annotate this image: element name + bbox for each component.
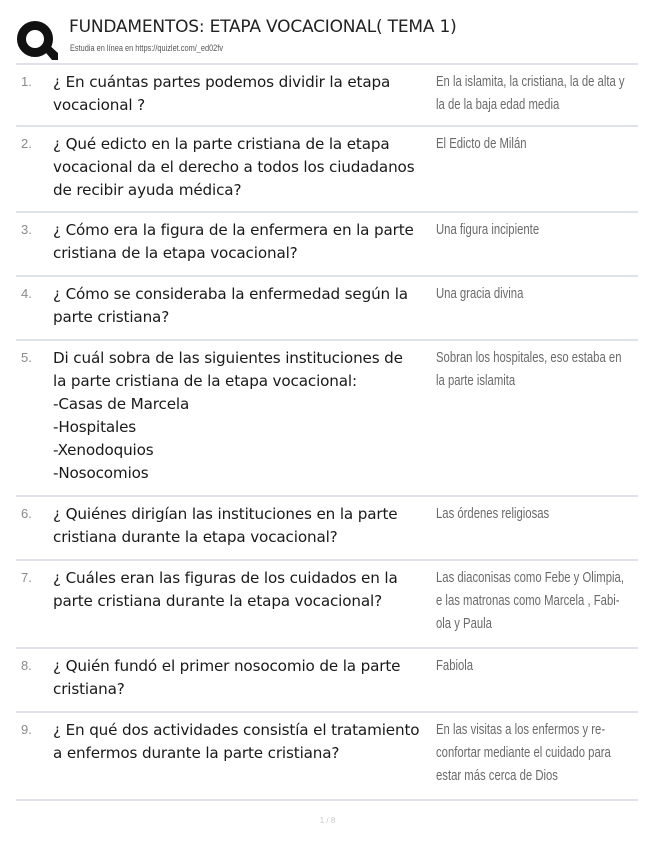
flashcard-row [16,339,638,495]
item-number: 7. [21,570,32,585]
question-text: Di cuál sobra de las siguientes instituciones de la parte cristiana de la etapa vocacional: -Casas de Marcela -Hospitales -Xenodoquios -Nosocomios [53,349,403,482]
flashcard-row [16,647,638,711]
answer-text: En la islamita, la cristiana, la de alta y la de la baja edad media [436,74,625,113]
question-text: ¿ Qué edicto en la parte cristiana de la etapa vocacional da el derecho a todos los ciudadanos de recibir ayuda médica? [53,135,415,199]
item-number: 4. [21,286,32,301]
flashcard-row [16,125,638,211]
answer-text: El Edicto de Milán [436,136,527,152]
item-number: 1. [21,74,32,89]
answer-text: Una gracia divina [436,286,524,302]
item-number: 6. [21,506,32,521]
item-number: 5. [21,350,32,365]
answer-text: Fabiola [436,658,474,674]
question-text: ¿ Quiénes dirigían las instituciones en la parte cristiana durante la etapa vocacional? [53,505,398,546]
quizlet-logo-icon [16,20,58,62]
question-text: ¿ En qué dos actividades consistía el tratamiento a enfermos durante la parte cristiana? [53,721,420,762]
document-title: FUNDAMENTOS: ETAPA VOCACIONAL( TEMA 1) [69,17,457,37]
item-number: 2. [21,136,32,151]
answer-text: En las visitas a los enfermos y re- confortar mediante el cuidado para estar más cerca de Dios [436,722,611,784]
flashcard-row [16,495,638,559]
question-text: ¿ Cuáles eran las figuras de los cuidados en la parte cristiana durante la etapa vocacional? [53,569,398,610]
page-number: 1 / 8 [319,816,336,825]
flashcard-row [16,559,638,647]
bottom-divider [16,799,638,801]
answer-text: Sobran los hospitales, eso estaba en la parte islamita [436,350,622,389]
flashcard-row [16,211,638,275]
item-number: 3. [21,222,32,237]
document-header [14,16,644,58]
answer-text: Las diaconisas como Febe y Olimpia, e las matronas como Marcela , Fabi- ola y Paula [436,570,624,632]
answer-text: Las órdenes religiosas [436,506,550,522]
flashcard-row [16,711,638,797]
question-text: ¿ Cómo era la figura de la enfermera en la parte cristiana de la etapa vocacional? [53,221,414,262]
flashcard-list [16,63,638,797]
item-number: 9. [21,722,32,737]
study-online-link[interactable]: Estudia en línea en https://quizlet.com/_ed02fv [70,43,224,53]
question-text: ¿ Quién fundó el primer nosocomio de la parte cristiana? [53,657,401,698]
item-number: 8. [21,658,32,673]
flashcard-row [16,63,638,125]
question-text: ¿ En cuántas partes podemos dividir la etapa vocacional ? [53,73,391,114]
question-text: ¿ Cómo se consideraba la enfermedad según la parte cristiana? [53,285,408,326]
answer-text: Una figura incipiente [436,222,540,238]
flashcard-row [16,275,638,339]
